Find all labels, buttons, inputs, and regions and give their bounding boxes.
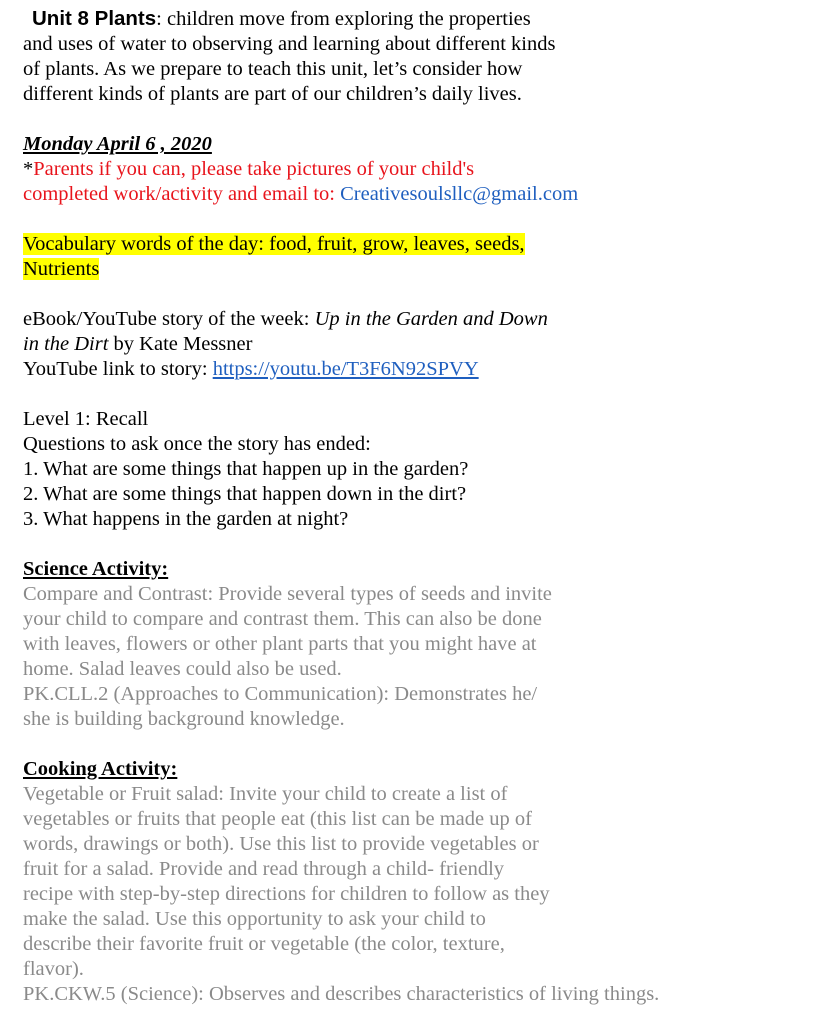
- intro-paragraph: [23, 6, 813, 107]
- cooking-line: recipe with step-by-step directions for children to follow as they: [23, 883, 550, 905]
- cooking-line: vegetables or fruits that people eat (this list can be made up of: [23, 808, 532, 830]
- story-title-cont: in the Dirt: [23, 333, 109, 355]
- vocabulary-line-2: Nutrients: [23, 258, 100, 280]
- cooking-line: flavor).: [23, 958, 84, 980]
- recall-question: 1. What are some things that happen up in the garden?: [23, 458, 469, 480]
- intro-line-3: of plants. As we prepare to teach this unit, let’s consider how: [23, 58, 523, 80]
- story-block: [23, 307, 813, 382]
- recall-level: Level 1: Recall: [23, 408, 149, 430]
- science-heading: Science Activity:: [23, 558, 169, 580]
- science-standard: PK.CLL.2 (Approaches to Communication): Demonstrates he/: [23, 683, 538, 705]
- recall-question: 2. What are some things that happen down in the dirt?: [23, 483, 467, 505]
- science-line: home. Salad leaves could also be used.: [23, 658, 342, 680]
- cooking-line: fruit for a salad. Provide and read through a child- friendly: [23, 858, 505, 880]
- story-author: by Kate Messner: [108, 333, 253, 355]
- cooking-heading: Cooking Activity:: [23, 758, 178, 780]
- cooking-standard: PK.CKW.5 (Science): Observes and describes characteristics of living things.: [23, 983, 660, 1005]
- cooking-line: Vegetable or Fruit salad: Invite your child to create a list of: [23, 783, 508, 805]
- intro-line-1: Unit 8 Plants: children move from exploring the properties: [23, 6, 813, 32]
- date-heading: Monday April 6 , 2020: [23, 133, 212, 155]
- parents-note-line-1: *Parents if you can, please take pictures of your child's: [23, 158, 475, 180]
- parents-note: [23, 157, 813, 207]
- vocabulary-block: [23, 232, 813, 282]
- recall-block: [23, 407, 813, 532]
- email-link[interactable]: Creativesoulsllc@gmail.com: [340, 183, 579, 205]
- parents-note-line-2: completed work/activity and email to: Creativesoulsllc@gmail.com: [23, 183, 579, 205]
- science-standard: she is building background knowledge.: [23, 708, 345, 730]
- science-line: with leaves, flowers or other plant parts that you might have at: [23, 633, 537, 655]
- story-link-line: YouTube link to story: https://youtu.be/T3F6N92SPVY: [23, 358, 479, 380]
- lesson-document: [23, 6, 813, 1007]
- story-line-1: eBook/YouTube story of the week: Up in the Garden and Down: [23, 308, 548, 330]
- intro-line-2: and uses of water to observing and learning about different kinds: [23, 33, 556, 55]
- cooking-line: make the salad. Use this opportunity to ask your child to: [23, 908, 486, 930]
- science-block: [23, 557, 813, 732]
- intro-line-4: different kinds of plants are part of our children’s daily lives.: [23, 83, 522, 105]
- story-title: Up in the Garden and Down: [314, 308, 548, 330]
- unit-title: Unit 8 Plants: [32, 7, 157, 30]
- recall-question: 3. What happens in the garden at night?: [23, 508, 349, 530]
- cooking-line: describe their favorite fruit or vegetable (the color, texture,: [23, 933, 505, 955]
- science-line: Compare and Contrast: Provide several types of seeds and invite: [23, 583, 552, 605]
- story-line-2: [23, 332, 813, 357]
- recall-intro: Questions to ask once the story has ended:: [23, 433, 371, 455]
- vocabulary-line-1: Vocabulary words of the day: food, fruit, grow, leaves, seeds,: [23, 233, 525, 255]
- youtube-link[interactable]: https://youtu.be/T3F6N92SPVY: [212, 358, 479, 380]
- science-line: your child to compare and contrast them. This can also be done: [23, 608, 542, 630]
- cooking-block: [23, 757, 813, 1007]
- cooking-line: words, drawings or both). Use this list to provide vegetables or: [23, 833, 539, 855]
